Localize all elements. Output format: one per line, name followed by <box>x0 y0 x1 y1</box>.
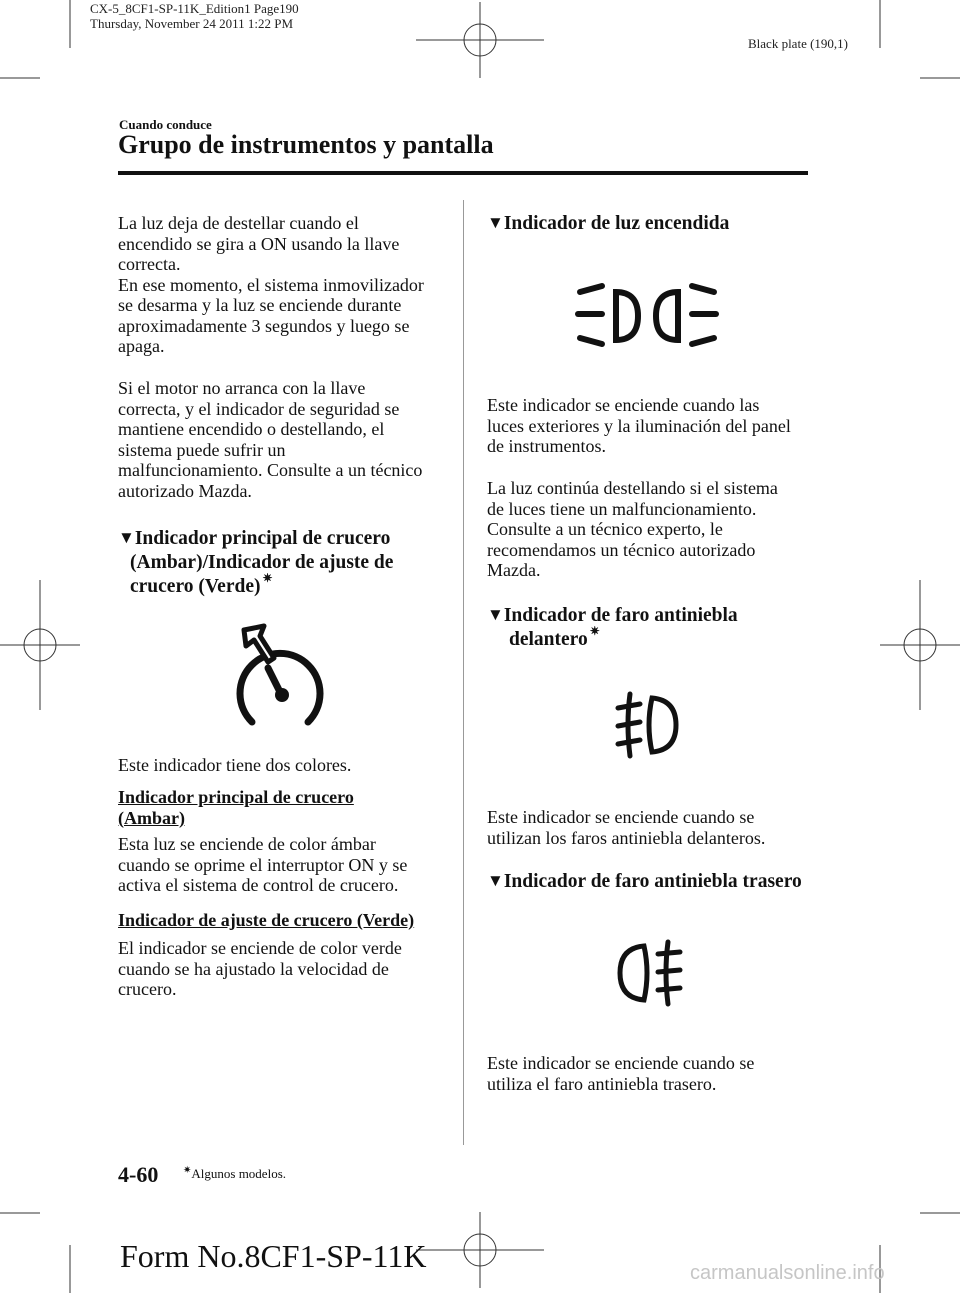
text-line: recomendamos un técnico autorizado <box>487 539 756 560</box>
text-line: de instrumentos. <box>487 436 606 456</box>
triangle-bullet-icon: ▼ <box>118 528 135 547</box>
front-fog-text <box>487 807 817 848</box>
text-line: cuando se oprime el interruptor ON y se <box>118 854 408 875</box>
heading-cruise-indicator <box>118 527 458 600</box>
text-line: correcta. <box>118 254 181 274</box>
subheading-main-cruise <box>118 787 458 828</box>
header-rule <box>118 171 808 175</box>
text-line: Mazda. <box>487 560 541 580</box>
text-line: Si el motor no arranca con la llave <box>118 378 366 398</box>
text-line: Esta luz se enciende de color ámbar <box>118 834 376 854</box>
text-line: Consulte a un técnico experto, le <box>487 519 723 539</box>
text-line: Este indicador se enciende cuando se <box>487 1053 755 1073</box>
heading-line: Indicador principal de crucero <box>134 528 391 549</box>
page-number: 4-60 <box>118 1162 159 1187</box>
cruise-set-text <box>118 938 458 1000</box>
heading-line: crucero (Verde) <box>130 576 261 597</box>
text-line: activa el sistema de control de crucero. <box>118 875 399 895</box>
front-fog-indicator-icon <box>612 690 682 760</box>
cruise-colors-text <box>118 755 458 776</box>
heading-lights-on <box>487 212 817 236</box>
text-line: mantiene encendido o destellando, el <box>118 419 385 439</box>
asterisk-icon: ✷ <box>589 624 600 638</box>
text-line: En ese momento, el sistema inmovilizador <box>118 274 424 295</box>
text-line: El indicador se enciende de color verde <box>118 938 402 958</box>
rear-fog-indicator-icon <box>614 938 684 1008</box>
chapter-title: Grupo de instrumentos y pantalla <box>118 130 494 159</box>
text-line: correcta, y el indicador de seguridad se <box>118 398 400 419</box>
footnote-text: Algunos modelos. <box>191 1166 287 1181</box>
print-info-file: CX-5_8CF1-SP-11K_Edition1 Page190 <box>90 1 299 16</box>
print-info <box>90 1 299 31</box>
rear-fog-text <box>487 1053 817 1094</box>
section-label: Cuando conduce <box>119 117 212 132</box>
text-line: malfuncionamiento. Consulte a un técnico <box>118 460 423 480</box>
text-line: Indicador principal de crucero <box>118 787 354 807</box>
print-info-date: Thursday, November 24 2011 1:22 PM <box>90 16 294 31</box>
text-line: Indicador de ajuste de crucero (Verde) <box>118 910 415 930</box>
heading-front-fog <box>487 604 817 653</box>
heading-line: (Ambar)/Indicador de ajuste de <box>130 552 394 573</box>
asterisk-icon: ✷ <box>262 571 273 585</box>
text-line: Este indicador se enciende cuando se <box>487 807 755 827</box>
text-line: La luz deja de destellar cuando el <box>118 213 359 233</box>
text-line: utilizan los faros antiniebla delanteros. <box>487 827 766 848</box>
triangle-bullet-icon: ▼ <box>487 871 504 890</box>
lights-text-1 <box>487 395 817 457</box>
asterisk-icon: ✷ <box>183 1165 192 1176</box>
text-line: de luces tiene un malfuncionamiento. <box>487 498 757 519</box>
text-line: autorizado Mazda. <box>118 480 252 501</box>
column-divider <box>463 200 464 1145</box>
triangle-bullet-icon: ▼ <box>487 605 504 624</box>
watermark: carmanualsonline.info <box>690 1262 885 1284</box>
text-line: se desarma y la luz se enciende durante <box>118 295 402 315</box>
footnote <box>183 1166 286 1182</box>
text-line: Este indicador se enciende cuando las <box>487 395 760 415</box>
text-line: La luz continúa destellando si el sistema <box>487 478 778 498</box>
heading-line: Indicador de faro antiniebla trasero <box>503 871 802 892</box>
form-number: Form No.8CF1-SP-11K <box>120 1238 427 1274</box>
text-line: apaga. <box>118 336 165 356</box>
cruise-indicator-icon <box>230 618 330 730</box>
text-line: aproximadamente 3 segundos y luego se <box>118 315 410 336</box>
text-line: (Ambar) <box>118 807 185 828</box>
lights-text-2 <box>487 478 817 581</box>
headlight-indicator-icon <box>572 280 722 352</box>
text-line: sistema puede sufrir un <box>118 439 286 460</box>
heading-line: Indicador de luz encendida <box>503 213 730 234</box>
subheading-cruise-set <box>118 910 458 931</box>
heading-rear-fog <box>487 870 817 894</box>
text-line: luces exteriores y la iluminación del panel <box>487 415 791 436</box>
main-cruise-text <box>118 834 458 896</box>
left-paragraph-1 <box>118 213 458 357</box>
heading-line: Indicador de faro antiniebla <box>503 605 738 626</box>
text-line: Este indicador tiene dos colores. <box>118 755 352 775</box>
text-line: cuando se ha ajustado la velocidad de <box>118 958 389 979</box>
heading-line: delantero <box>509 629 588 650</box>
left-paragraph-2 <box>118 378 458 501</box>
triangle-bullet-icon: ▼ <box>487 213 504 232</box>
plate-label: Black plate (190,1) <box>748 36 848 51</box>
text-line: utiliza el faro antiniebla trasero. <box>487 1073 717 1094</box>
text-line: encendido se gira a ON usando la llave <box>118 233 400 254</box>
text-line: crucero. <box>118 979 177 999</box>
